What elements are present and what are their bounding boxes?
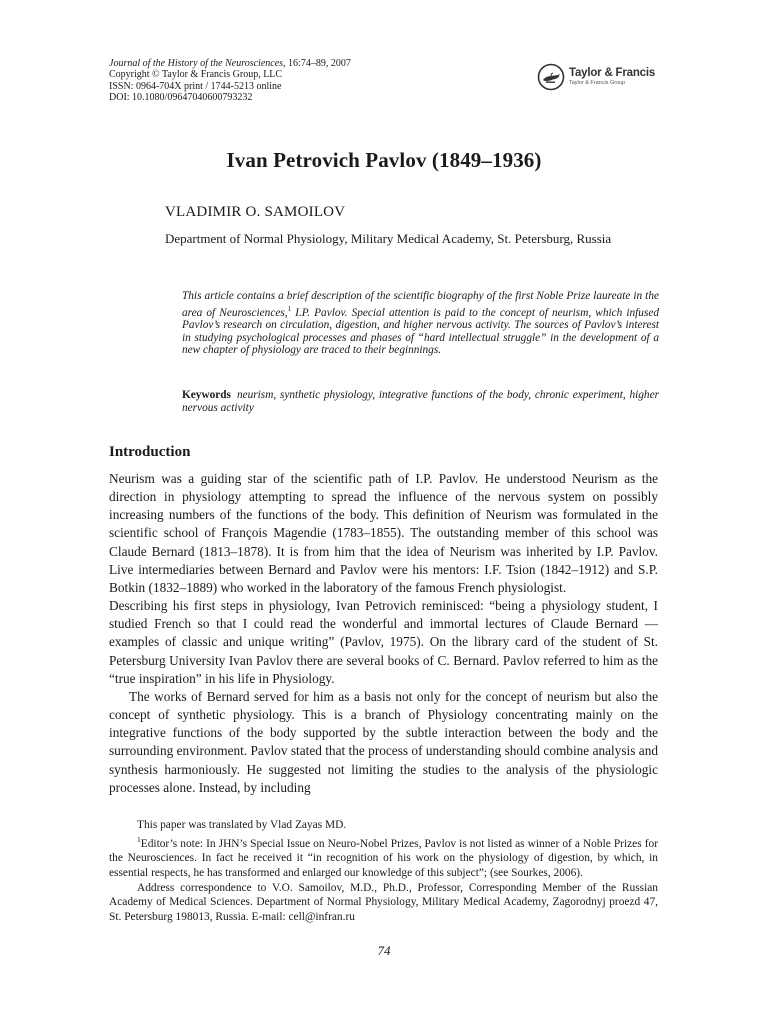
article-title: Ivan Petrovich Pavlov (1849–1936) <box>226 148 542 172</box>
publisher-wordmark <box>569 68 655 87</box>
page-number: 74 <box>377 943 391 958</box>
journal-title-line <box>109 58 449 69</box>
footnote-translator: This paper was translated by Vlad Zayas MD. <box>137 819 347 831</box>
article-keywords <box>182 389 659 415</box>
keywords-label: Keywords <box>182 389 231 401</box>
journal-volume-pages: , 16:74–89, 2007 <box>283 58 351 69</box>
article-abstract <box>182 290 659 357</box>
journal-name: Journal of the History of the Neurosciences <box>109 58 284 69</box>
section-heading-introduction: Introduction <box>109 444 191 460</box>
footnote-editor-text: Editor’s note: In JHN’s Special Issue on Neuro-Nobel Prizes, Pavlov is not listed as winner of a Noble Prizes for the Neurosciences. In fact he received it “in recognition of his work on the physiology of digestion, by which, in essential respects, he has transformed and enlarged our knowledge of this subject”; (see Sourkes, 2006). <box>109 837 658 879</box>
journal-copyright: Copyright © Taylor & Francis Group, LLC <box>109 69 283 81</box>
introduction-body <box>109 470 658 797</box>
publisher-group: Taylor & Francis Group <box>569 80 626 86</box>
footnote-editor <box>109 833 658 881</box>
taylor-francis-lamp-logo-icon <box>537 63 565 91</box>
abstract-footnote-marker: 1 <box>287 304 292 313</box>
journal-citation-block <box>109 58 449 104</box>
publisher-name: Taylor & Francis <box>569 66 656 79</box>
article-author: VLADIMIR O. SAMOILOV <box>165 204 346 220</box>
footnotes-block <box>109 818 658 925</box>
footnote-correspondence: Address correspondence to V.O. Samoilov, M.D., Ph.D., Professor, Corresponding Member of the Russian Academy of Medical Sciences. Department of Normal Physiology, Military Medical Academy, Zagorodnyj proezd 47, St. Petersburg 198013, Russia. E-mail: cell@infran.ru <box>109 881 658 924</box>
keywords-list: neurism, synthetic physiology, integrative functions of the body, chronic experiment, higher nervous activity <box>182 389 659 414</box>
publisher-logo-block <box>537 60 667 94</box>
author-affiliation: Department of Normal Physiology, Military Medical Academy, St. Petersburg, Russia <box>165 231 612 246</box>
journal-doi: DOI: 10.1080/09647040600793232 <box>109 92 253 104</box>
body-paragraph: Describing his first steps in physiology, Ivan Petrovich reminisced: “being a physiology student, I studied French so that I could read the wonderful and immortal lectures of Claude Bernard — examples of classic and unique writing” (Pavlov, 1975). On the library card of the student of St. Petersburg University Ivan Pavlov there are several books of C. Bernard. Pavlov referred to him as the “true inspiration” in his life in Physiology. <box>109 598 658 686</box>
abstract-text-part2: I.P. Pavlov. Special attention is paid to the concept of neurism, which infused Pavlov’s research on circulation, digestion, and higher nervous activity. The sources of Pavlov’s interest in studying psychological processes and phases of “hard intellectual struggle” in the development of a new chapter of physiology are traced to their beginnings. <box>182 306 660 357</box>
abstract-text-part1: This article contains a brief description of the scientific biography of the first Noble Prize laureate in the area of Neurosciences, <box>182 290 659 319</box>
footnote-marker: 1 <box>137 834 141 844</box>
body-paragraph: Neurism was a guiding star of the scientific path of I.P. Pavlov. He understood Neurism as the direction in physiology attempting to spread the influence of the nervous system on possibly increasing numbers of the functions of the body. This definition of Neurism was formulated in the scientific school of François Magendie (1783–1855). The outstanding member of this school was Claude Bernard (1813–1878). It is from him that the idea of Neurism was inherited by I.P. Pavlov. Live intermediaries between Bernard and Pavlov were his mentors: I.F. Tsion (1842–1912) and S.P. Botkin (1832–1889) who worked in the laboratory of the famous French physiologist. <box>109 471 658 595</box>
journal-issn: ISSN: 0964-704X print / 1744-5213 online <box>109 80 282 92</box>
body-paragraph: The works of Bernard served for him as a basis not only for the concept of neurism but also the concept of synthetic physiology. This is a branch of Physiology concentrating mainly on the integrative functions of the body supported by the subtle interaction between the body and the surrounding environment. Pavlov stated that the process of understanding should combine analysis and synthesis harmoniously. He suggested not limiting the studies to the analysis of the physiologic processes alone. Instead, by including <box>109 688 658 795</box>
